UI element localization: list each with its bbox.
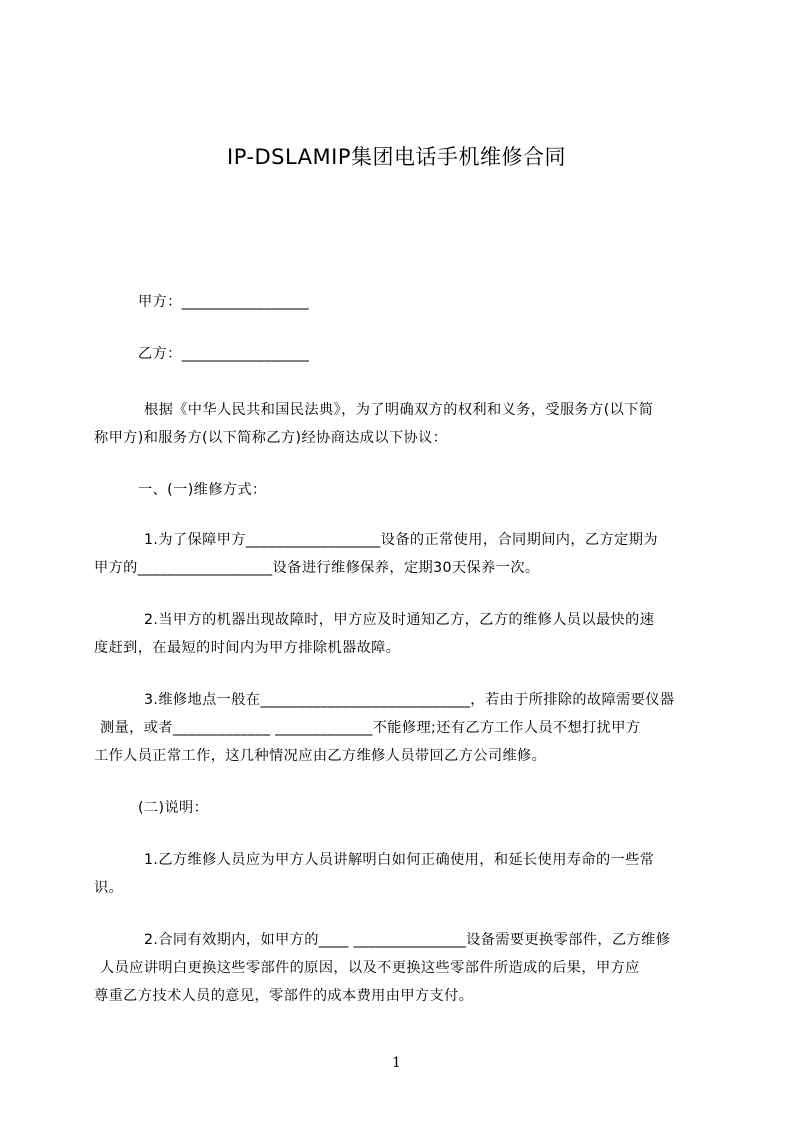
party-a-text: 甲方：_________________ (138, 294, 310, 310)
item-2-1-line-2: 识。 (94, 880, 124, 896)
item-2-2-paragraph (94, 926, 706, 1010)
preamble-line-1: 根据《中华人民共和国民法典》，为了明确双方的权利和义务，受服务方(以下简 (144, 402, 654, 418)
item-1-3-line-2: 测量，或者_____________ _____________不能修理;还有乙方工作人员不想打扰甲方 (100, 720, 641, 736)
item-1-2-line-1: 2.当甲方的机器出现故障时，甲方应及时通知乙方，乙方的维修人员以最快的速 (144, 612, 655, 628)
item-2-2-line-3: 尊重乙方技术人员的意见，零部件的成本费用由甲方支付。 (94, 988, 474, 1004)
party-b-text: 乙方：_________________ (138, 346, 310, 362)
page-number: 1 (392, 1055, 401, 1071)
item-1-2-line-2: 度赶到，在最短的时间内为甲方排除机器故障。 (94, 640, 401, 656)
item-2-2-line-1: 2.合同有效期内，如甲方的____ _______________设备需要更换零部件，乙方维修 (144, 932, 671, 948)
preamble-line-2: 称甲方)和服务方(以下简称乙方)经协商达成以下协议： (94, 430, 448, 446)
item-1-3-line-1: 3.维修地点一般在____________________________，若由于所排除的故障需要仪器 (144, 692, 675, 708)
item-1-3-line-3: 工作人员正常工作，这几种情况应由乙方维修人员带回乙方公司维修。 (94, 748, 547, 764)
party-b-line (94, 340, 706, 368)
item-2-1-line-1: 1.乙方维修人员应为甲方人员讲解明白如何正确使用，和延长使用寿命的一些常 (144, 852, 655, 868)
document-title: IP-DSLAMIP集团电话手机维修合同 (227, 145, 566, 169)
item-1-1-line-2: 甲方的__________________设备进行维修保养，定期30天保养一次。 (94, 560, 540, 576)
section-1-heading (94, 476, 706, 504)
section-1-heading-text: 一、(一)维修方式： (138, 482, 267, 498)
item-2-2-line-2: 人员应讲明白更换这些零部件的原因，以及不更换这些零部件所造成的后果，甲方应 (100, 960, 640, 976)
section-2-heading-text: (二)说明： (138, 800, 209, 816)
item-1-1-paragraph (94, 526, 706, 582)
item-1-1-line-1: 1.为了保障甲方__________________设备的正常使用，合同期间内，乙方定期为 (144, 532, 658, 548)
preamble-paragraph (94, 396, 706, 452)
item-1-2-paragraph (94, 606, 706, 662)
party-a-line (94, 288, 706, 316)
item-1-3-paragraph (94, 686, 706, 770)
section-2-heading (94, 794, 706, 822)
item-2-1-paragraph (94, 846, 706, 902)
